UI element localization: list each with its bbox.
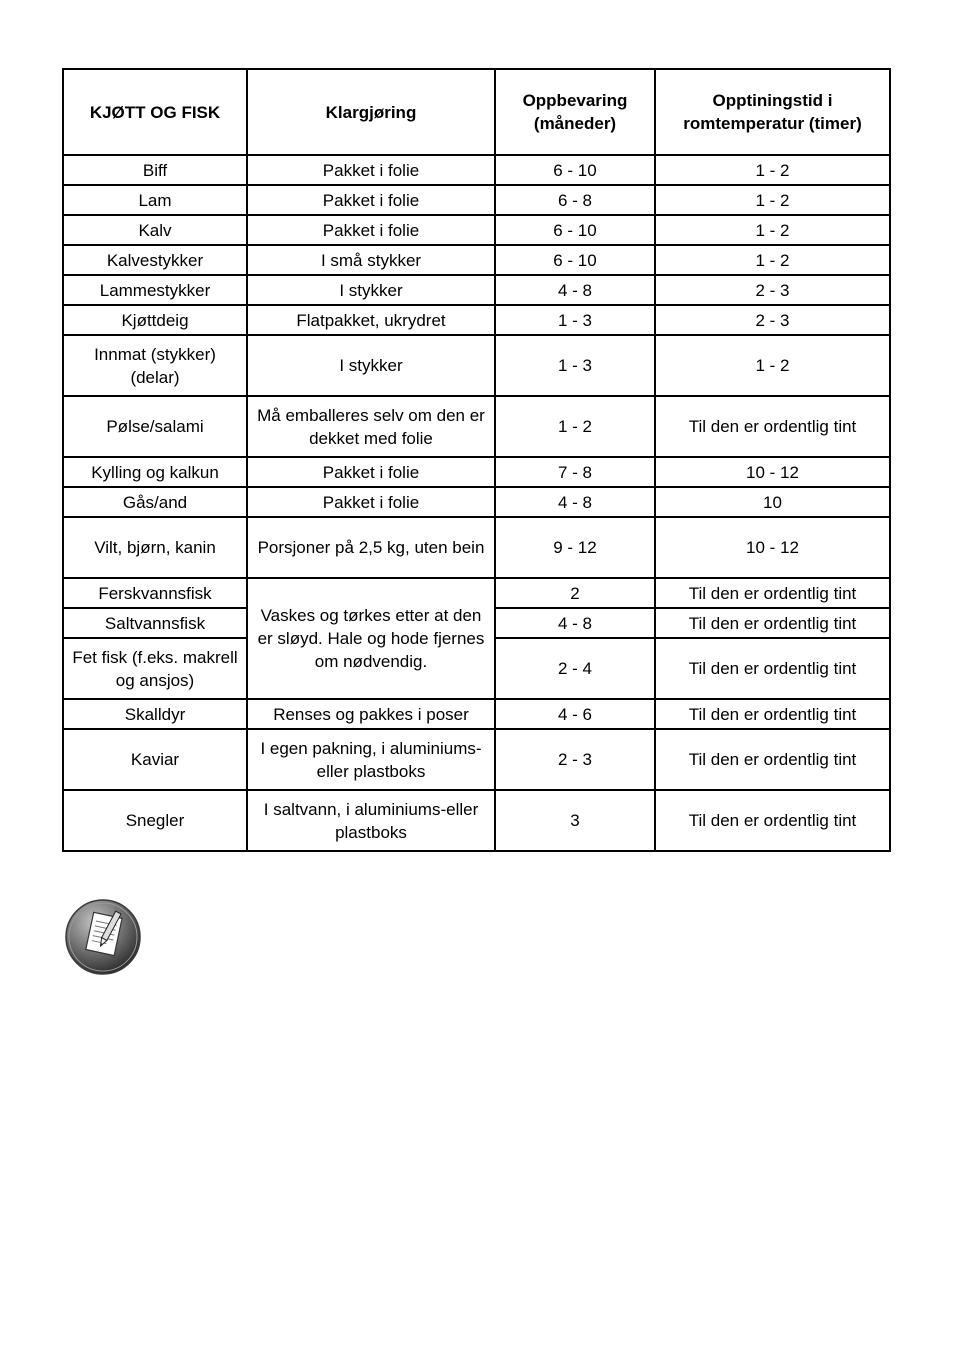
cell-storage: 1 - 3 <box>495 305 655 335</box>
cell-storage: 6 - 8 <box>495 185 655 215</box>
cell-prep: I stykker <box>247 335 495 396</box>
cell-thaw: 2 - 3 <box>655 275 890 305</box>
cell-prep-fish-shared: Vaskes og tørkes etter at den er sløyd. Hale og hode fjernes om nødvendig. <box>247 578 495 699</box>
cell-item: Skalldyr <box>63 699 247 729</box>
table-row <box>63 335 890 396</box>
cell-item: Lammestykker <box>63 275 247 305</box>
table-row <box>63 729 890 790</box>
cell-item: Vilt, bjørn, kanin <box>63 517 247 578</box>
cell-thaw: Til den er ordentlig tint <box>655 578 890 608</box>
cell-storage: 6 - 10 <box>495 245 655 275</box>
cell-item: Saltvannsfisk <box>63 608 247 638</box>
cell-prep: Må emballeres selv om den er dekket med folie <box>247 396 495 457</box>
table-row <box>63 396 890 457</box>
table-row <box>63 305 890 335</box>
cell-prep: Pakket i folie <box>247 185 495 215</box>
table-row <box>63 517 890 578</box>
cell-storage: 1 - 2 <box>495 396 655 457</box>
note-pencil-icon <box>64 898 142 976</box>
cell-prep: Renses og pakkes i poser <box>247 699 495 729</box>
cell-storage: 2 - 4 <box>495 638 655 699</box>
cell-thaw: 1 - 2 <box>655 155 890 185</box>
table-row <box>63 185 890 215</box>
header-thaw-time: Opptiningstid i romtemperatur (timer) <box>655 69 890 155</box>
table-row <box>63 215 890 245</box>
table-row <box>63 487 890 517</box>
cell-prep: Flatpakket, ukrydret <box>247 305 495 335</box>
cell-prep: I saltvann, i aluminiums-eller plastboks <box>247 790 495 851</box>
cell-thaw: 2 - 3 <box>655 305 890 335</box>
cell-storage: 4 - 6 <box>495 699 655 729</box>
header-preparation: Klargjøring <box>247 69 495 155</box>
cell-prep: I stykker <box>247 275 495 305</box>
freezing-table <box>62 68 891 852</box>
header-meat-fish: KJØTT OG FISK <box>63 69 247 155</box>
cell-storage: 6 - 10 <box>495 155 655 185</box>
cell-thaw: Til den er ordentlig tint <box>655 396 890 457</box>
cell-storage: 2 <box>495 578 655 608</box>
cell-item: Kalv <box>63 215 247 245</box>
cell-item: Fet fisk (f.eks. makrell og ansjos) <box>63 638 247 699</box>
cell-item: Biff <box>63 155 247 185</box>
cell-item: Pølse/salami <box>63 396 247 457</box>
cell-prep: I egen pakning, i aluminiums- eller plastboks <box>247 729 495 790</box>
cell-thaw: Til den er ordentlig tint <box>655 729 890 790</box>
table-row <box>63 790 890 851</box>
cell-item: Snegler <box>63 790 247 851</box>
cell-storage: 7 - 8 <box>495 457 655 487</box>
cell-thaw: 1 - 2 <box>655 185 890 215</box>
cell-storage: 3 <box>495 790 655 851</box>
cell-item: Gås/and <box>63 487 247 517</box>
cell-item: Lam <box>63 185 247 215</box>
cell-item: Kjøttdeig <box>63 305 247 335</box>
cell-item: Innmat (stykker) (delar) <box>63 335 247 396</box>
cell-thaw: 10 - 12 <box>655 457 890 487</box>
cell-storage: 9 - 12 <box>495 517 655 578</box>
cell-prep: Pakket i folie <box>247 457 495 487</box>
cell-thaw: 1 - 2 <box>655 335 890 396</box>
table-header-row <box>63 69 890 155</box>
cell-storage: 4 - 8 <box>495 275 655 305</box>
cell-prep: Porsjoner på 2,5 kg, uten bein <box>247 517 495 578</box>
cell-thaw: Til den er ordentlig tint <box>655 638 890 699</box>
table-row <box>63 699 890 729</box>
cell-item: Kaviar <box>63 729 247 790</box>
cell-thaw: 10 - 12 <box>655 517 890 578</box>
cell-thaw: 1 - 2 <box>655 245 890 275</box>
cell-storage: 4 - 8 <box>495 487 655 517</box>
cell-prep: Pakket i folie <box>247 155 495 185</box>
cell-thaw: 10 <box>655 487 890 517</box>
table-row <box>63 578 890 608</box>
table-row <box>63 245 890 275</box>
cell-thaw: Til den er ordentlig tint <box>655 790 890 851</box>
cell-thaw: Til den er ordentlig tint <box>655 608 890 638</box>
cell-prep: Pakket i folie <box>247 487 495 517</box>
table-row <box>63 457 890 487</box>
table-row <box>63 275 890 305</box>
cell-prep: Pakket i folie <box>247 215 495 245</box>
cell-item: Ferskvannsfisk <box>63 578 247 608</box>
table-row <box>63 155 890 185</box>
cell-storage: 4 - 8 <box>495 608 655 638</box>
cell-item: Kalvestykker <box>63 245 247 275</box>
cell-prep: I små stykker <box>247 245 495 275</box>
cell-item: Kylling og kalkun <box>63 457 247 487</box>
cell-storage: 6 - 10 <box>495 215 655 245</box>
cell-storage: 2 - 3 <box>495 729 655 790</box>
cell-thaw: 1 - 2 <box>655 215 890 245</box>
cell-thaw: Til den er ordentlig tint <box>655 699 890 729</box>
cell-storage: 1 - 3 <box>495 335 655 396</box>
header-storage: Oppbevaring (måneder) <box>495 69 655 155</box>
